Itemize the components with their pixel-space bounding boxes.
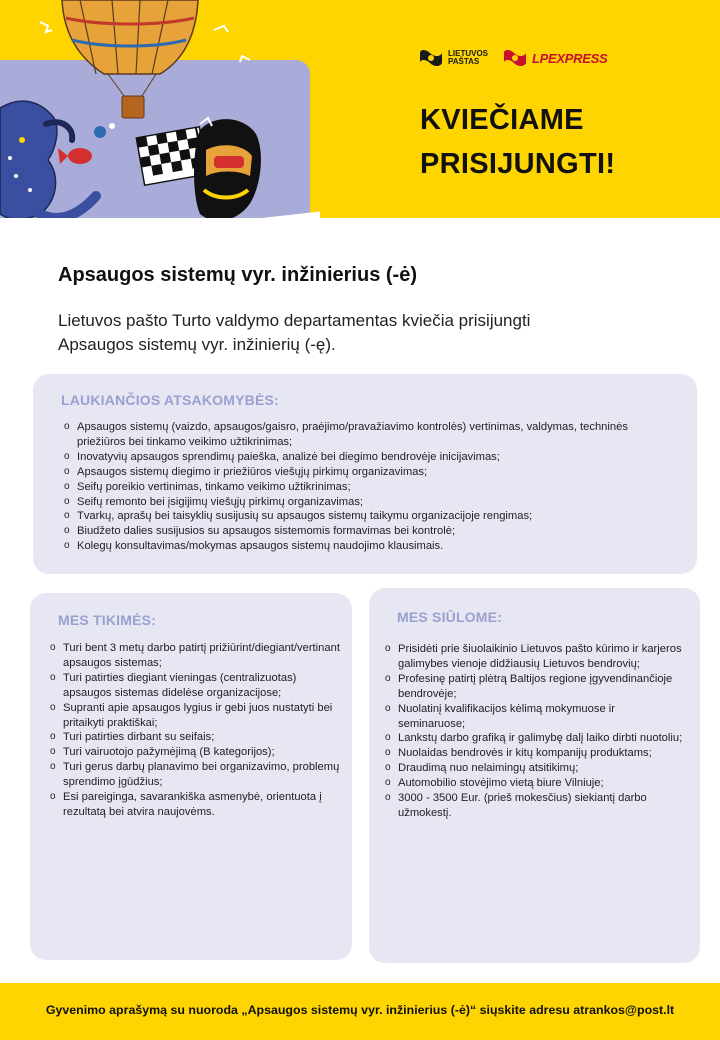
headline-line2: PRISIJUNGTI! [420, 148, 616, 180]
lpexpress-logo [502, 47, 607, 69]
list-item: o Turi bent 3 metų darbo patirtį prižiūrint/diegiant/vertinant apsaugos sistemas; [50, 641, 340, 671]
header-white-area [0, 218, 720, 268]
list-item: o 3000 - 3500 Eur. (prieš mokesčius) siekiantį darbo užmokestį. [385, 791, 685, 821]
list-item: o Profesinę patirtį plėtrą Baltijos regione įgyvendinančioje bendrovėje; [385, 672, 685, 702]
list-item: o Supranti apie apsaugos lygius ir gebi juos nustatyti bei pritaikyti praktiškai; [50, 701, 340, 731]
helmet-rider-icon [194, 118, 261, 221]
footer-apply-instructions: Gyvenimo aprašymą su nuoroda „Apsaugos sistemų vyr. inžinierius (-ė)“ siųskite adresu atrankos@post.lt [45, 1003, 675, 1017]
lpexpress-horn-icon [502, 47, 528, 69]
expectations-card [30, 593, 352, 960]
hot-air-balloon-icon [62, 0, 198, 118]
list-item: o Turi vairuotojo pažymėjimą (B kategorijos); [50, 745, 340, 760]
list-item: o Seifų poreikio vertinimas, tinkamo veikimo užtikrinimas; [64, 480, 674, 495]
list-item: o Apsaugos sistemų diegimo ir priežiūros viešųjų pirkimų organizavimas; [64, 465, 674, 480]
list-item: o Kolegų konsultavimas/mokymas apsaugos sistemų naudojimo klausimais. [64, 539, 674, 554]
list-item: o Esi pareiginga, savarankiška asmenybė, orientuota į rezultatą bei atvira naujovėms. [50, 790, 340, 820]
intro-line2: Apsaugos sistemų vyr. inžinierių (-ę). [58, 335, 336, 354]
list-item: o Apsaugos sistemų (vaizdo, apsaugos/gaisro, praėjimo/pravažiavimo kontrolės) vertinimas, valdymas, techninės priežiūros bei tinkamo veikimo užtikrinimas; [64, 420, 674, 450]
expectations-heading: MES TIKIMĖS: [58, 612, 157, 628]
logo-text-line2: PAŠTAS [448, 57, 480, 66]
list-item: o Turi patirties diegiant vieningas (centralizuotas) apsaugos sistemas didelėse organizacijose; [50, 671, 340, 701]
expectations-list [50, 641, 340, 820]
post-horn-icon [418, 47, 444, 69]
headline-line1: KVIEČIAME [420, 104, 584, 136]
list-item: o Automobilio stovėjimo vietą biure Vilniuje; [385, 776, 685, 791]
list-item: o Tvarkų, aprašų bei taisyklių susijusių su apsaugos sistemų taikymu organizacijoje rengimas; [64, 509, 674, 524]
intro-line1: Lietuvos pašto Turto valdymo departamentas kviečia prisijungti [58, 311, 531, 330]
list-item: o Seifų remonto bei įsigijimų viešųjų pirkimų organizavimas; [64, 495, 674, 510]
headline [420, 98, 710, 186]
job-title: Apsaugos sistemų vyr. inžinierius (-ė) [58, 264, 417, 286]
list-item: o Turi gerus darbų planavimo bei organizavimo, problemų sprendimo įgūdžius; [50, 760, 340, 790]
lietuvos-pastas-logo [418, 47, 488, 69]
list-item: o Turi patirties dirbant su seifais; [50, 730, 340, 745]
offer-heading: MES SIŪLOME: [397, 609, 503, 625]
offer-card [369, 588, 700, 963]
list-item: o Prisidėti prie šiuolaikinio Lietuvos pašto kūrimo ir karjeros galimybes vienoje didžiausių Lietuvos bendrovių; [385, 642, 685, 672]
responsibilities-heading: LAUKIANČIOS ATSAKOMYBĖS: [61, 392, 279, 408]
list-item: o Nuolaidas bendrovės ir kitų kompanijų produktams; [385, 746, 685, 761]
responsibilities-card [33, 374, 697, 574]
list-item: o Biudžeto dalies susijusios su apsaugos sistemomis formavimas bei kontrolė; [64, 524, 674, 539]
brand-logos [418, 44, 607, 72]
offer-list [385, 642, 685, 821]
list-item: o Lankstų darbo grafiką ir galimybę dalį laiko dirbti nuotoliu; [385, 731, 685, 746]
intro-text [58, 309, 678, 357]
list-item: o Nuolatinį kvalifikacijos kėlimą mokymuose ir seminaruose; [385, 702, 685, 732]
list-item: o Inovatyvių apsaugos sprendimų paieška, analizė bei diegimo bendrovėje inicijavimas; [64, 450, 674, 465]
lpexpress-logo-text: LPEXPRESS [532, 50, 608, 66]
responsibilities-list [64, 420, 674, 554]
logo-text-line1: LIETUVOS [448, 49, 489, 58]
list-item: o Draudimą nuo nelaimingų atsitikimų; [385, 761, 685, 776]
